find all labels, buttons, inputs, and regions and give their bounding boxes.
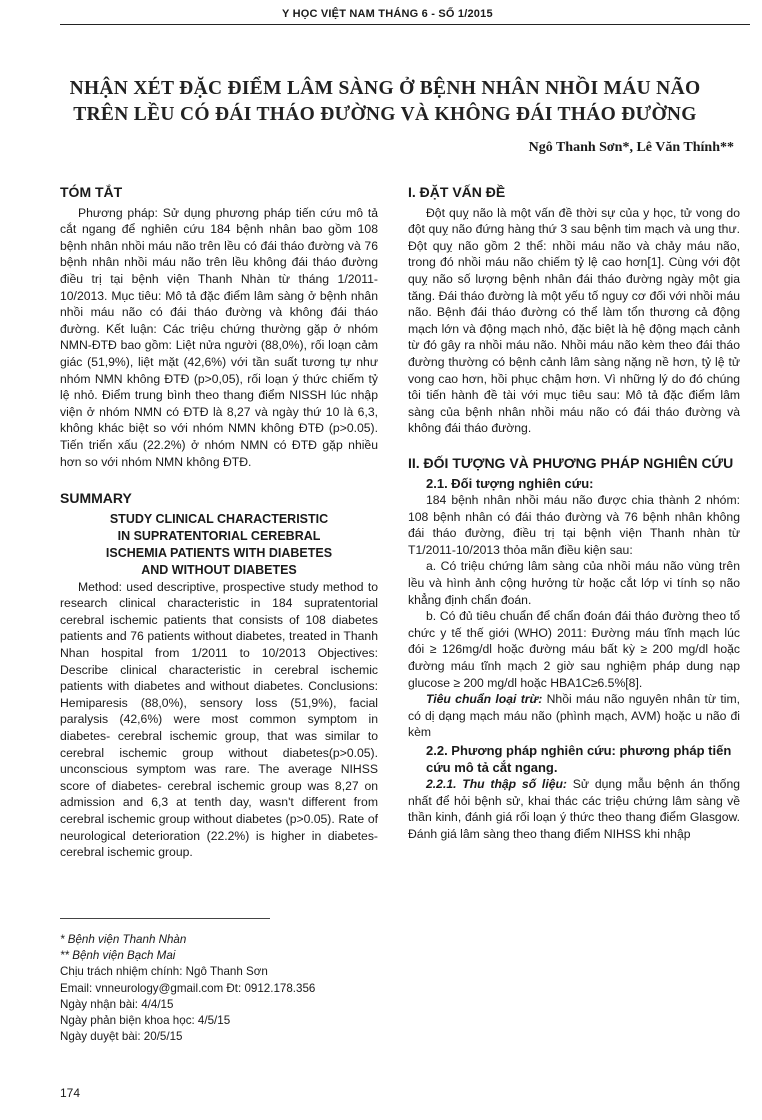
left-column xyxy=(60,184,378,861)
summary-heading: SUMMARY xyxy=(60,490,132,507)
header-rule xyxy=(60,24,750,25)
section1-text: Đột quỵ não là một vấn đề thời sự của y học, tử vong do đột quỵ não đứng hàng thứ 3 sau bệnh tim mạch và ung thư. Đột quỵ não gồm 2 thể: nhồi máu não và chảy máu não, trong đó nhồi máu não chiếm tỷ lệ cao hơn[1]. Cùng với đột quỵ não số lượng bệnh nhân đái tháo đường ngày một gia tăng. Đái tháo đường là một yếu tố nguy cơ đối với nhồi máu não. Bệnh đái tháo đường có thể làm tổn thương cả động mạch lớn và động mạch nhỏ, đặc biệt là hệ động mạch cảnh từ đó gây ra nhồi máu não. Nhồi máu não kèm theo đái tháo đường thường có bệnh cảnh lâm sàng nặng nề hơn, tỷ lệ tử vong cao hơn, hồi phục chậm hơn. Vì những lý do đó chúng tôi tiến hành đề tài với mục tiêu sau: Mô tả đặc điểm lâm sàng của bệnh nhân nhồi máu não có đái tháo đường và không đái tháo đường. xyxy=(408,205,740,436)
exclusion-text: Nhồi máu não nguyên nhân từ tim, có dị dạng mạch máu não (phình mạch, AVM) hoặc u não đi kèm xyxy=(408,692,740,740)
summary-title-line-3: ISCHEMIA PATIENTS WITH DIABETES xyxy=(105,545,333,560)
subsection-2-1-heading: 2.1. Đối tượng nghiên cứu: xyxy=(426,475,594,491)
title-line-1: NHẬN XÉT ĐẶC ĐIỂM LÂM SÀNG Ở BỆNH NHÂN NHỒI MÁU NÃO xyxy=(69,78,701,99)
footnote-received: Ngày nhận bài: 4/4/15 xyxy=(60,997,174,1011)
right-column xyxy=(408,184,740,843)
section2-heading: II. ĐỐI TƯỢNG VÀ PHƯƠNG PHÁP NGHIÊN CỨU xyxy=(408,454,734,471)
authors: Ngô Thanh Sơn*, Lê Văn Thính** xyxy=(528,140,734,155)
section1-heading: I. ĐẶT VẤN ĐỀ xyxy=(408,184,506,200)
summary-title-line-4: AND WITHOUT DIABETES xyxy=(141,562,297,577)
summary-title-line-1: STUDY CLINICAL CHARACTERISTIC xyxy=(109,511,329,526)
section2-p2: a. Có triệu chứng lâm sàng của nhồi máu não vùng trên lều và hình ảnh cộng hưởng từ hoặc cắt lớp vi tính sọ não khẳng định chẩn đoán. xyxy=(408,559,740,607)
abstract-text: Phương pháp: Sử dụng phương pháp tiến cứu mô tả cắt ngang để nghiên cứu 184 bệnh nhân bao gồm 108 bệnh nhân nhồi máu não trên lều có đái tháo đường và 76 bệnh nhân nhồi máu não trên lều không đái tháo đường điều trị tại bệnh viện Thanh Nhàn từ tháng 1/2011-10/2013. Mục tiêu: Mô tả đặc điểm lâm sàng ở bệnh nhân nhồi máu não có đái tháo đường và không đái tháo đường. Kết luận: Các triệu chứng thường gặp ở nhóm NMN-ĐTĐ bao gồm: Liệt nửa người (88,0%), rối loạn cảm giác (51,9%), liệt mặt (42,6%) với tần suất tương tự như nhóm NMN không ĐTĐ (p>0,05), rối loạn ý thức chiếm tỷ lệ nhỏ. Điểm trung bình theo thang điểm NISSH lúc nhập viện ở nhóm NMN có ĐTĐ là 8,27 và ngày thứ 10 là 6,3, không khác biệt so với nhóm NMN không ĐTĐ (p>0.05). Tiến triển xấu (22.2%) ở nhóm NMN có ĐTĐ gặp nhiều hơn so với nhóm NMN không ĐTĐ. xyxy=(60,205,378,469)
footnote-accepted: Ngày duyệt bài: 20/5/15 xyxy=(60,1030,183,1044)
summary-title xyxy=(60,511,378,579)
section2-p3: b. Có đủ tiêu chuẩn để chẩn đoán đái tháo đường theo tổ chức y tế thế giới (WHO) 2011: Đường máu tĩnh mạch lúc đói ≥ 126mg/dl hoặc đường máu bất kỳ ≥ 200 mg/dl hoặc đường máu tĩnh mạch 2 giờ sau nghiệm pháp dung nạp glucose ≥ 200 mg/dl hoặc HBA1C≥6.5%[8]. xyxy=(408,609,740,690)
footnote-reviewed: Ngày phản biện khoa học: 4/5/15 xyxy=(60,1014,231,1028)
footnote-corresponding: Chịu trách nhiệm chính: Ngô Thanh Sơn xyxy=(60,965,268,979)
article-title xyxy=(40,76,730,128)
footnote-affiliation-1: * Bệnh viện Thanh Nhàn xyxy=(60,933,187,946)
exclusion-label: Tiêu chuẩn loại trừ: xyxy=(426,692,543,707)
summary-text: Method: used descriptive, prospective study method to research clinical characteristic in 184 supratentorial cerebral ischemic patients that consists of 108 diabetes patients and 76 patients without diabetes, treated in Thanh Nhan hospital from 1/2011 to 10/2013 Objectives: Describe clinical characteristic in cerebral ischemic patients with diabetes and without diabetes. Conclusions: Hemiparesis (88,0%), sensory loss (51,9%), facial paralysis (42,6%) were most common symptom in diabetes- cerebral ischemic group, that was similar to cerebral ischemic group without diabetes(p>0.05). unconscious symptom was rare. The average NIHSS score of diabetes- cerebral ischemic group was 8,27 on admission and 6,3 at tenth day, wasn't different from cerebral ischemic group without diabetes (p>0.05). Rate of neurological deterioration (22.2%) is higher in diabetes- cerebral ischemic group. xyxy=(60,579,378,860)
data-collection-text: Sử dụng mẫu bệnh án thống nhất để hỏi bệnh sử, khai thác các triệu chứng lâm sàng về thần kinh, đánh giá rối loạn ý thức theo thang điểm Glasgow. Đánh giá lâm sàng theo thang điểm NIHSS khi nhập xyxy=(408,777,741,841)
subsection-2-2-heading: 2.2. Phương pháp nghiên cứu: phương pháp tiến cứu mô tả cắt ngang. xyxy=(426,743,732,775)
footnote-rule xyxy=(60,918,270,919)
section2-p1: 184 bệnh nhân nhồi máu não được chia thành 2 nhóm: 108 bệnh nhân có đái tháo đường và 76 bệnh nhân không đái tháo đường, điều trị tại bệnh viện Thanh nhàn từ T1/2011-10/2013 thỏa mãn điều kiện sau: xyxy=(408,493,740,557)
page-number: 174 xyxy=(60,1086,81,1100)
running-header: Y HỌC VIỆT NAM THÁNG 6 - SỐ 1/2015 xyxy=(282,8,493,20)
footnotes xyxy=(60,932,390,1045)
footnote-affiliation-2: ** Bệnh viện Bạch Mai xyxy=(60,949,176,963)
title-line-2: TRÊN LỀU CÓ ĐÁI THÁO ĐƯỜNG VÀ KHÔNG ĐÁI THÁO ĐƯỜNG xyxy=(73,104,697,125)
abstract-heading: TÓM TẮT xyxy=(60,184,123,200)
summary-title-line-2: IN SUPRATENTORIAL CEREBRAL xyxy=(117,528,321,543)
section2-p5 xyxy=(408,776,740,842)
footnote-contact: Email: vnneurology@gmail.com Đt: 0912.178.356 xyxy=(60,981,316,995)
section2-p4 xyxy=(408,691,740,741)
data-collection-label: 2.2.1. Thu thập số liệu: xyxy=(426,777,567,792)
